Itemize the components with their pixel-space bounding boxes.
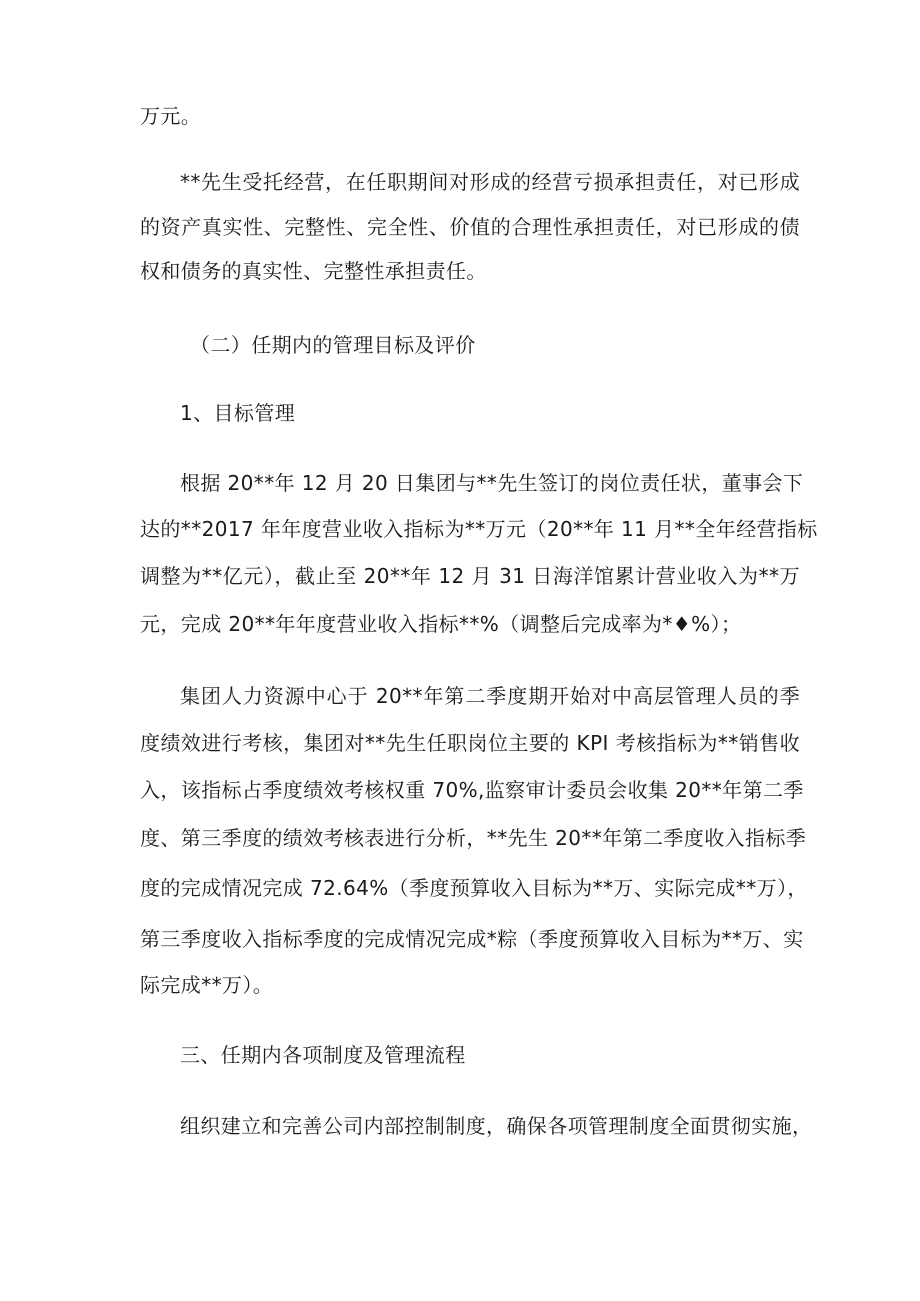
section-heading-management-goals: （二）任期内的管理目标及评价: [190, 333, 476, 357]
paragraph-line: 际完成**万）。: [140, 973, 274, 997]
paragraph-line: **先生受托经营，在任职期间对形成的经营亏损承担责任，对已形成: [180, 170, 800, 194]
paragraph-line: 入，该指标占季度绩效考核权重 70%,监察审计委员会收集 20**年第二季: [140, 778, 804, 802]
paragraph-internal-control: 组织建立和完善公司内部控制制度，确保各项管理制度全面贯彻实施，: [180, 1114, 813, 1138]
paragraph-continuation: 万元。: [140, 104, 202, 128]
paragraph-line: 度绩效进行考核，集团对**先生任职岗位主要的 KPI 考核指标为**销售收: [140, 731, 800, 755]
paragraph-line: 集团人力资源中心于 20**年第二季度期开始对中高层管理人员的季: [180, 684, 800, 708]
paragraph-line: 第三季度收入指标季度的完成情况完成*粽（季度预算收入目标为**万、实: [140, 927, 804, 951]
paragraph-line: 元，完成 20**年年度营业收入指标**%（调整后完成率为*♦%）；: [140, 612, 742, 636]
subsection-heading-goal-management: 1、目标管理: [180, 401, 296, 425]
paragraph-line: 权和债务的真实性、完整性承担责任。: [140, 259, 487, 283]
section-heading-systems-processes: 三、任期内各项制度及管理流程: [180, 1043, 466, 1067]
paragraph-line: 度的完成情况完成 72.64%（季度预算收入目标为**万、实际完成**万），: [140, 876, 808, 900]
paragraph-line: 达的**2017 年年度营业收入指标为**万元（20**年 11 月**全年经营指标: [140, 517, 818, 541]
paragraph-line: 度、第三季度的绩效考核表进行分析，**先生 20**年第二季度收入指标季: [140, 826, 807, 850]
paragraph-line: 根据 20**年 12 月 20 日集团与**先生签订的岗位责任状，董事会下: [180, 471, 804, 495]
paragraph-line: 调整为**亿元），截止至 20**年 12 月 31 日海洋馆累计营业收入为**万: [140, 564, 800, 588]
paragraph-line: 的资产真实性、完整性、完全性、价值的合理性承担责任，对已形成的债: [140, 215, 800, 239]
